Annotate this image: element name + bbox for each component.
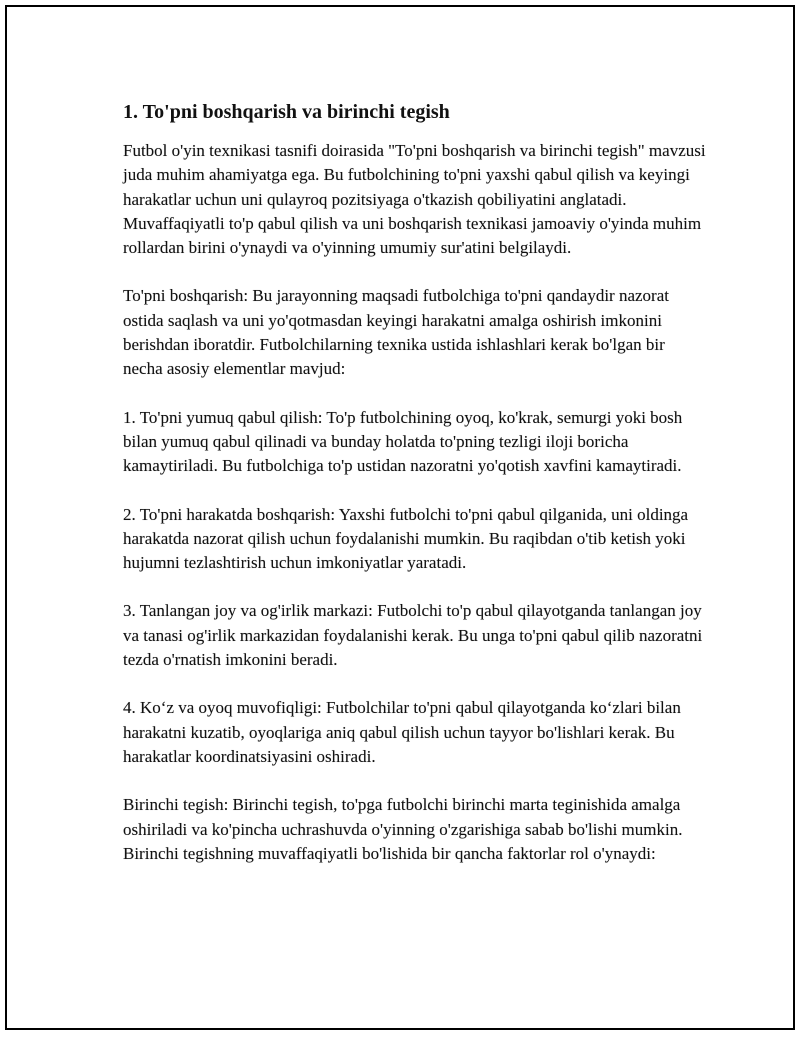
first-touch-paragraph: Birinchi tegish: Birinchi tegish, to'pga futbolchi birinchi marta teginishida amalga oshiriladi va ko'pincha uchrashuvda o'yinning o'zgarishiga sabab bo'lishi mumkin. Birinchi tegishning muvaffaqiyatli bo'lishida bir qancha faktorlar rol o'ynaydi: bbox=[123, 795, 683, 863]
section-heading: 1. To'pni boshqarish va birinchi tegish bbox=[123, 101, 450, 123]
ball-control-paragraph: To'pni boshqarish: Bu jarayonning maqsadi futbolchiga to'pni qandaydir nazorat ostida saqlash va uni yo'qotmasdan keyingi harakatni amalga oshirish imkonini berishdan iboratdir. Futbolchilarning texnika ustida ishlashlari kerak bo'lgan bir necha asosiy elementlar mavjud: bbox=[123, 286, 669, 379]
list-item-eye-foot-coordination: 4. Ko‘z va oyoq muvofiqligi: Futbolchilar to'pni qabul qilayotganda ko‘zlari bilan harakatni kuzatib, oyoqlariga aniq qabul qilish uchun tayyor bo'lishlari kerak. Bu harakatlar koordinatsiyasini oshiradi. bbox=[123, 698, 681, 766]
list-item-position-and-balance: 3. Tanlangan joy va og'irlik markazi: Futbolchi to'p qabul qilayotganda tanlangan joy va tanasi og'irlik markazidan foydalanishi kerak. Bu unga to'pni qabul qilib nazoratni tezda o'rnatish imkonini beradi. bbox=[123, 601, 703, 670]
list-item-soft-reception: 1. To'pni yumuq qabul qilish: To'p futbolchining oyoq, ko'krak, semurgi yoki bosh bilan yumuq qabul qilinadi va bunday holatda to'pning tezligi iloji boricha kamaytiriladi. Bu futbolchiga to'p ustidan nazoratni yo'qotish xavfini kamaytiradi. bbox=[123, 407, 683, 476]
document-page bbox=[5, 5, 795, 1030]
intro-paragraph: Futbol o'yin texnikasi tasnifi doirasida "To'pni boshqarish va birinchi tegish" mavzusi juda muhim ahamiyatga ega. Bu futbolchining to'pni yaxshi qabul qilish va keyingi harakatlar uchun uni qulayroq pozitsiyaga o'tkazish qobiliyatini anglatadi. Muvaffaqiyatli to'p qabul qilish va uni boshqarish texnikasi jamoaviy o'yinda muhim rollardan birini o'ynaydi va o'yinning umumiy sur'atini belgilaydi. bbox=[123, 141, 706, 258]
document-body bbox=[123, 99, 707, 890]
list-item-control-in-motion: 2. To'pni harakatda boshqarish: Yaxshi futbolchi to'pni qabul qilganida, uni oldinga harakatda nazorat qilish uchun foydalanishi mumkin. Bu raqibdan o'tib ketish yoki hujumni tezlashtirish uchun imkoniyatlar yaratadi. bbox=[123, 504, 689, 573]
